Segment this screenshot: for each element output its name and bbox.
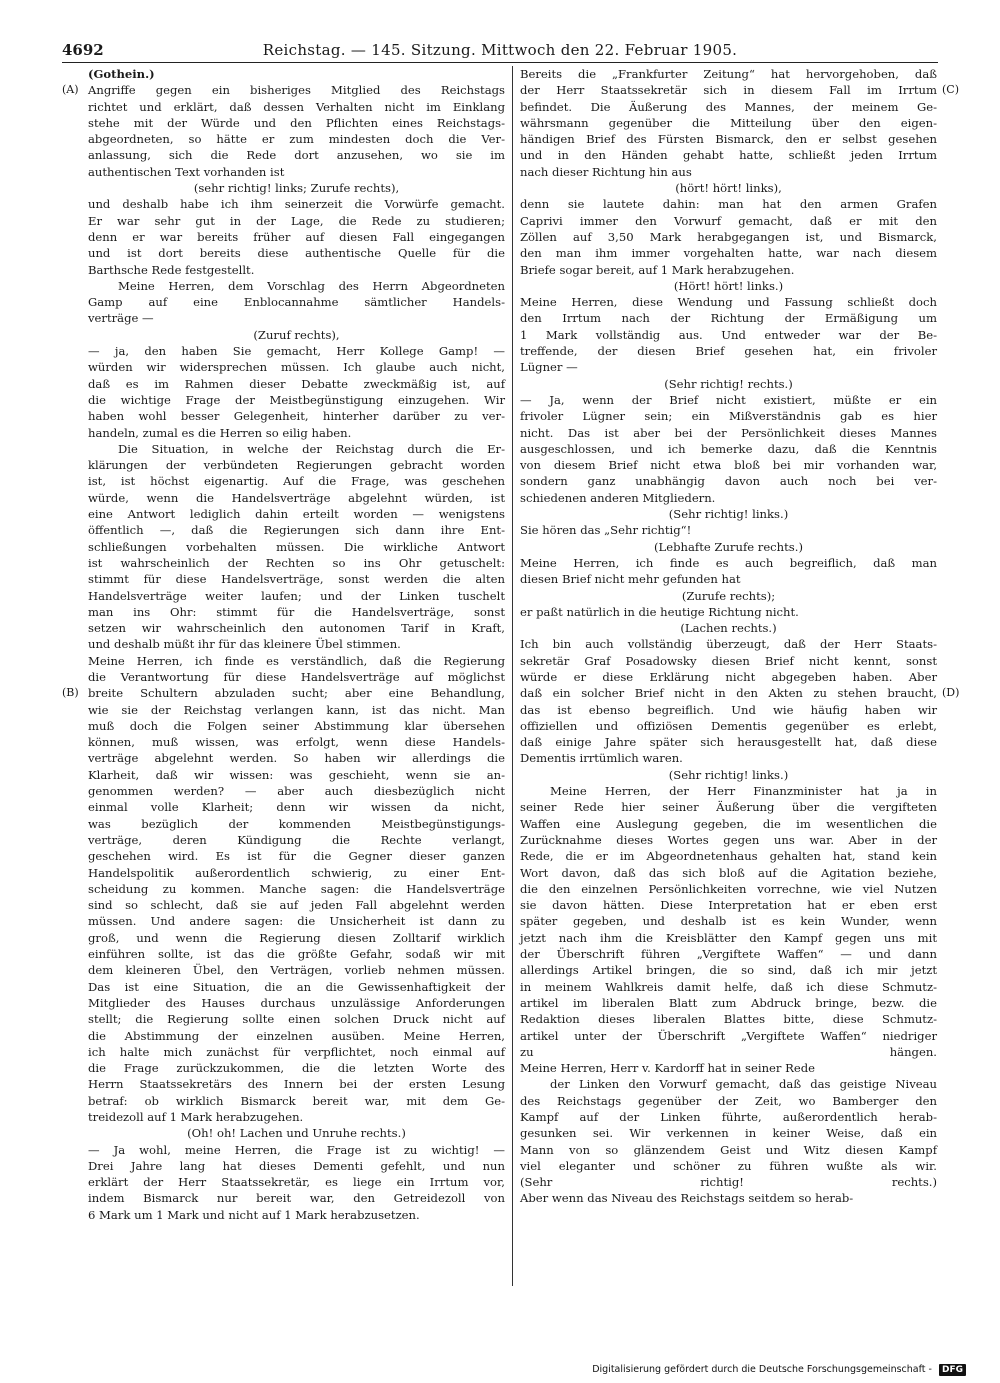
text-line: (Zuruf rechts),	[253, 327, 340, 342]
text-line: ist, ist höchst eigenartig. Auf die Frage, was geschehen	[88, 474, 505, 489]
text-line: Meine Herren, ich finde es auch begreiflich, daß man	[520, 555, 937, 570]
text-line: den man ihm immer vorgehalten hatte, war nach diesem	[520, 246, 937, 261]
text-line: viel eleganter und schöner zu führen wußte als wir.	[520, 1158, 937, 1173]
text-line: ausgeschlossen, und ich bemerke dazu, daß die Kenntnis	[520, 441, 937, 456]
text-line: genommen werden? — aber auch diesbezüglich nicht	[88, 784, 505, 799]
text-line: breite Schultern abzuladen sucht; aber eine Behandlung,	[88, 686, 505, 701]
text-line: 6 Mark um 1 Mark und nicht auf 1 Mark herabzusetzen.	[88, 1207, 420, 1222]
column-divider	[512, 66, 513, 1286]
text-line: was bezüglich der kommenden Meistbegünstigungs-	[88, 816, 505, 831]
text-line: zu hängen.	[520, 1044, 937, 1059]
text-line: Meine Herren, dem Vorschlag des Herrn Abgeordneten	[118, 278, 505, 293]
text-line: einführen sollte, ist das die größte Gefahr, sodaß wir mit	[88, 947, 505, 962]
text-line: der Linken den Vorwurf gemacht, daß das geistige Niveau	[550, 1077, 937, 1092]
text-line: daß ein solcher Brief nicht in den Akten zu stehen braucht,	[520, 686, 937, 701]
text-line: Rede, die er im Abgeordnetenhaus gehalten hat, stand kein	[520, 849, 937, 864]
text-line: stehe mit der Würde und den Pflichten eines Reichstags-	[88, 115, 505, 130]
text-line: anlassung, sich die Rede dort anzusehen, wo sie im	[88, 148, 505, 163]
margin-marker-a: (A)	[62, 83, 79, 96]
text-line: daß einige Jahre später sich herausgestellt hat, daß diese	[520, 735, 937, 750]
margin-marker-b: (B)	[62, 686, 79, 699]
text-line: Angriffe gegen ein bisheriges Mitglied des Reichstags	[88, 83, 505, 98]
text-line: Klarheit, daß wir wissen: was geschieht, wenn sie an-	[88, 767, 505, 782]
text-line: ist wahrscheinlich der Rechten so ins Ohr getuschelt:	[88, 555, 505, 570]
text-line: einmal volle Klarheit; denn wir wissen da nicht,	[88, 800, 505, 815]
text-line: Redaktion dieses liberalen Blattes bitte, diese Schmutz-	[520, 1012, 937, 1027]
text-line: abgeordneten, so hätte er zum mindesten doch die Ver-	[88, 132, 505, 147]
text-line: Drei Jahre lang hat dieses Dementi gefehlt, und nun	[88, 1158, 505, 1173]
text-line: die Verantwortung für diese Handelsverträge auf möglichst	[88, 669, 505, 684]
text-line: scheidung zu kommen. Manche sagen: die Handelsverträge	[88, 881, 505, 896]
text-line: Das ist eine Situation, die an die Gewissenhaftigkeit der	[88, 979, 505, 994]
text-line: (Hört! hört! links.)	[673, 278, 784, 293]
text-line: klärungen der verbündeten Regierungen gebracht worden	[88, 458, 505, 473]
dfg-logo: DFG	[939, 1364, 966, 1376]
text-line: denn er war bereits früher auf diesen Fall eingegangen	[88, 229, 505, 244]
text-line: dem kleineren Übel, den Verträgen, vorlieb nehmen müssen.	[88, 963, 505, 978]
footer-credit	[592, 1363, 966, 1377]
text-line: nach dieser Richtung hin aus	[520, 164, 692, 179]
text-line: artikel im liberalen Blatt zum Abdruck bringe, bezw. die	[520, 995, 937, 1010]
text-line: Herrn Staatssekretärs des Innern bei der ersten Lesung	[88, 1077, 505, 1092]
text-line: — ja, den haben Sie gemacht, Herr Kollege Gamp! —	[88, 344, 505, 359]
text-line: Dementis irrtümlich waren.	[520, 751, 683, 766]
text-line: Zurücknahme dieses Wortes gegen uns war. Aber in der	[520, 832, 937, 847]
text-line: 1 Mark vollständig aus. Und entweder war der Be-	[520, 327, 937, 342]
text-line: Er war sehr gut in der Lage, die Rede zu studieren;	[88, 213, 505, 228]
text-line: Wort davon, daß das sich bloß auf die Agitation beziehe,	[520, 865, 937, 880]
text-line: Handelsverträge weiter laufen; und der Linken tuschelt	[88, 588, 505, 603]
text-line: Meine Herren, diese Wendung und Fassung schließt doch	[520, 295, 937, 310]
text-line: händigen Brief des Fürsten Bismarck, den er selbst gesehen	[520, 132, 937, 147]
text-line: in meinem Wahlkreis damit helfe, daß ich diese Schmutz-	[520, 979, 937, 994]
text-line: authentischen Text vorhanden ist	[88, 164, 285, 179]
page-header	[62, 40, 938, 63]
text-line: Briefe sogar bereit, auf 1 Mark herabzugehen.	[520, 262, 795, 277]
text-line: Meine Herren, der Herr Finanzminister hat ja in	[550, 784, 937, 799]
text-line: allerdings Artikel bringen, die so sind, daß ich mir jetzt	[520, 963, 937, 978]
text-line: stellt; die Regierung sollte einen solchen Druck nicht auf	[88, 1012, 505, 1027]
text-line: Caprivi immer den Vorwurf gemacht, daß er mit den	[520, 213, 937, 228]
page-number: 4692	[62, 41, 104, 59]
text-line: — Ja, wenn der Brief nicht existiert, müßte er ein	[520, 392, 937, 407]
text-line: sie davon hätten. Diese Interpretation hat er eben erst	[520, 898, 937, 913]
text-line: später gegeben, und deshalb ist es kein Wunder, wenn	[520, 914, 937, 929]
text-line: die Abstimmung der einzelnen ausüben. Meine Herren,	[88, 1028, 505, 1043]
text-line: er paßt natürlich in die heutige Richtung nicht.	[520, 604, 799, 619]
text-line: (sehr richtig! links; Zurufe rechts),	[193, 181, 400, 196]
text-line: (Lebhafte Zurufe rechts.)	[654, 539, 803, 554]
text-line: öffentlich —, daß die Regierungen sich dann ihre Ent-	[88, 523, 505, 538]
text-line: (Sehr richtig! links.)	[668, 767, 789, 782]
text-line: richtet und erklärt, daß dessen Verhalten nicht im Einklang	[88, 99, 505, 114]
text-line: Bereits die „Frankfurter Zeitung“ hat hervorgehoben, daß	[520, 67, 937, 81]
text-line: wie sie der Reichstag verlangen kann, ist das nicht. Man	[88, 702, 505, 717]
text-line: offiziellen und offiziösen Dementis gegenüber es erlebt,	[520, 718, 937, 733]
text-line: können, muß wissen, was erfolgt, wenn diese Handels-	[88, 735, 505, 750]
running-title: Reichstag. — 145. Sitzung. Mittwoch den 22. Februar 1905.	[262, 41, 738, 59]
text-line: verträge, deren Kündigung die Rechte verlangt,	[88, 832, 505, 847]
text-line: schiedenen anderen Mitgliedern.	[520, 490, 716, 505]
text-line: handeln, zumal es die Herren so eilig haben.	[88, 425, 352, 440]
text-line: setzen wir wahrscheinlich den autonomen Tarif in Kraft,	[88, 621, 505, 636]
text-line: (Oh! oh! Lachen und Unruhe rechts.)	[187, 1126, 406, 1141]
text-line: treffende, der diesen Brief gesehen hat, ein frivoler	[520, 344, 937, 359]
text-line: das ist ebenso begreiflich. Und wie häufig haben wir	[520, 702, 937, 717]
text-line: die den einzelnen Persönlichkeiten vorrechne, wie viel Nutzen	[520, 881, 937, 896]
text-line: Mann von so glänzendem Geist und Witz diesen Kampf	[520, 1142, 937, 1157]
text-line: denn sie lautete dahin: man hat den armen Grafen	[520, 197, 937, 212]
text-line: von diesem Brief nicht etwa bloß bei mir vorhanden war,	[520, 458, 937, 473]
text-line: treidezoll auf 1 Mark herabzugehen.	[88, 1110, 304, 1124]
text-line: man ins Ohr: stimmt für die Handelsverträge, sonst	[88, 604, 505, 619]
text-line: und ist dort bereits diese authentische Quelle für die	[88, 246, 505, 261]
text-line: Waffen eine Auslegung gegeben, die im wesentlichen die	[520, 816, 937, 831]
left-text-column	[88, 66, 505, 1223]
text-line: der Herr Staatssekretär sich in diesem Fall im Irrtum	[520, 83, 937, 98]
text-line: betraf: ob wirklich Bismarck bereit war, mit dem Ge-	[88, 1093, 505, 1108]
text-line: den Irrtum nach der Richtung der Ermäßigung um	[520, 311, 937, 326]
text-line: gesunken sei. Wir verkennen in keiner Weise, daß ein	[520, 1126, 937, 1141]
margin-marker-d: (D)	[942, 686, 960, 699]
margin-marker-c: (C)	[942, 83, 959, 96]
text-line: indem Bismarck nur bereit war, den Getreidezoll von	[88, 1191, 505, 1206]
text-line: nicht. Das ist aber bei der Persönlichkeit dieses Mannes	[520, 425, 937, 440]
text-line: muß doch die Folgen seiner Abstimmung klar übersehen	[88, 718, 505, 733]
text-line: Meine Herren, ich finde es verständlich, daß die Regierung	[88, 653, 505, 668]
text-line: (Gothein.)	[88, 67, 155, 81]
text-line: Sie hören das „Sehr richtig“!	[520, 523, 692, 538]
text-line: müssen. Und andere sagen: die Unsicherheit ist dann zu	[88, 914, 505, 929]
right-text-column	[520, 66, 937, 1207]
text-line: Zöllen auf 3,50 Mark herabgegangen ist, und Bismarck,	[520, 229, 937, 244]
text-line: Gamp auf eine Enblocannahme sämtlicher Handels-	[88, 295, 505, 310]
text-line: des Reichstags gegenüber der Zeit, wo Bamberger den	[520, 1093, 937, 1108]
text-line: und in den Händen gehabt hatte, schließt jeden Irrtum	[520, 148, 937, 163]
text-line: Meine Herren, Herr v. Kardorff hat in seiner Rede	[520, 1061, 816, 1076]
text-line: — Ja wohl, meine Herren, die Frage ist zu wichtig! —	[88, 1142, 505, 1157]
text-line: (Lachen rechts.)	[680, 621, 777, 636]
text-line: stimmt für diese Handelsverträge, sonst werden die alten	[88, 572, 505, 587]
text-line: Mitglieder des Hauses durchaus unzulässige Anforderungen	[88, 995, 505, 1010]
text-line: frivoler Lügner sein; ein Mißverständnis gab es hier	[520, 409, 937, 424]
text-line: schließungen vorbehalten müssen. Die wirkliche Antwort	[88, 539, 505, 554]
text-line: artikel unter der Überschrift „Vergiftete Waffen“ niedriger	[520, 1028, 937, 1043]
text-line: erklärt der Herr Staatssekretär, es liege ein Irrtum vor,	[88, 1175, 505, 1190]
text-line: und deshalb habe ich ihm seinerzeit die Vorwürfe gemacht.	[88, 197, 505, 212]
text-line: währsmann gegenüber die Mitteilung über den eigen-	[520, 115, 937, 130]
text-line: haben wohl besser Gelegenheit, hinterher darüber zu ver-	[88, 409, 505, 424]
text-line: Lügner —	[520, 360, 578, 375]
text-line: die Frage zurückzukommen, die die letzten Worte des	[88, 1061, 505, 1076]
text-line: sekretär Graf Posadowsky diesen Brief nicht kennt, sonst	[520, 653, 937, 668]
text-line: (Sehr richtig! rechts.)	[664, 376, 793, 391]
text-line: und deshalb müßt ihr für das kleinere Übel stimmen.	[88, 637, 401, 652]
text-line: würde er diese Erklärung nicht abgegeben haben. Aber	[520, 669, 937, 684]
footer-text: Digitalisierung gefördert durch die Deutsche Forschungsgemeinschaft -	[592, 1364, 932, 1375]
text-line: der Überschrift führen „Vergiftete Waffen“ — und dann	[520, 947, 937, 962]
text-line: würden wir widersprechen müssen. Ich glaube auch nicht,	[88, 360, 505, 375]
text-line: befindet. Die Äußerung des Mannes, der meinem Ge-	[520, 99, 937, 114]
text-line: Aber wenn das Niveau des Reichstags seitdem so herab-	[520, 1191, 854, 1206]
text-line: ich halte mich zunächst für verpflichtet, noch einmal auf	[88, 1044, 505, 1059]
text-line: verträge abgelehnt werden. So haben wir allerdings die	[88, 751, 505, 766]
text-line: daß es im Rahmen dieser Debatte zweckmäßig ist, auf	[88, 376, 505, 391]
text-line: Barthsche Rede festgestellt.	[88, 262, 255, 277]
text-line: seiner Rede hier seiner Äußerung über die vergifteten	[520, 800, 937, 815]
text-line: (Zurufe rechts);	[681, 588, 776, 603]
text-line: diesen Brief nicht mehr gefunden hat	[520, 572, 741, 587]
text-line: (Sehr richtig! rechts.)	[520, 1175, 937, 1190]
text-line: sind so schlecht, daß sie auf jeden Fall abgelehnt werden	[88, 898, 505, 913]
text-line: die wichtige Frage der Meistbegünstigung einzugehen. Wir	[88, 392, 505, 407]
text-line: Ich bin auch vollständig überzeugt, daß der Herr Staats-	[520, 637, 937, 652]
text-line: eine Antwort lediglich dahin erteilt worden — wenigstens	[88, 507, 505, 522]
text-line: jetzt nach ihm die Kreisblätter den Kampf gegen uns mit	[520, 930, 937, 945]
text-line: Kampf auf der Linken führte, außerordentlich herab-	[520, 1110, 937, 1124]
text-line: Die Situation, in welche der Reichstag durch die Er-	[118, 441, 505, 456]
text-line: groß, und wenn die Regierung diesen Zolltarif wirklich	[88, 930, 505, 945]
text-line: geschehen wird. Es ist für die Gegner dieser ganzen	[88, 849, 505, 864]
text-line: würde, wenn die Handelsverträge abgelehnt würden, ist	[88, 490, 505, 505]
text-line: (hört! hört! links),	[675, 181, 782, 196]
text-line: (Sehr richtig! links.)	[668, 507, 789, 522]
text-line: sondern ganz unabhängig davon auch noch bei ver-	[520, 474, 937, 489]
text-line: Handelspolitik außerordentlich schwierig, zu einer Ent-	[88, 865, 505, 880]
text-line: verträge —	[88, 311, 154, 326]
